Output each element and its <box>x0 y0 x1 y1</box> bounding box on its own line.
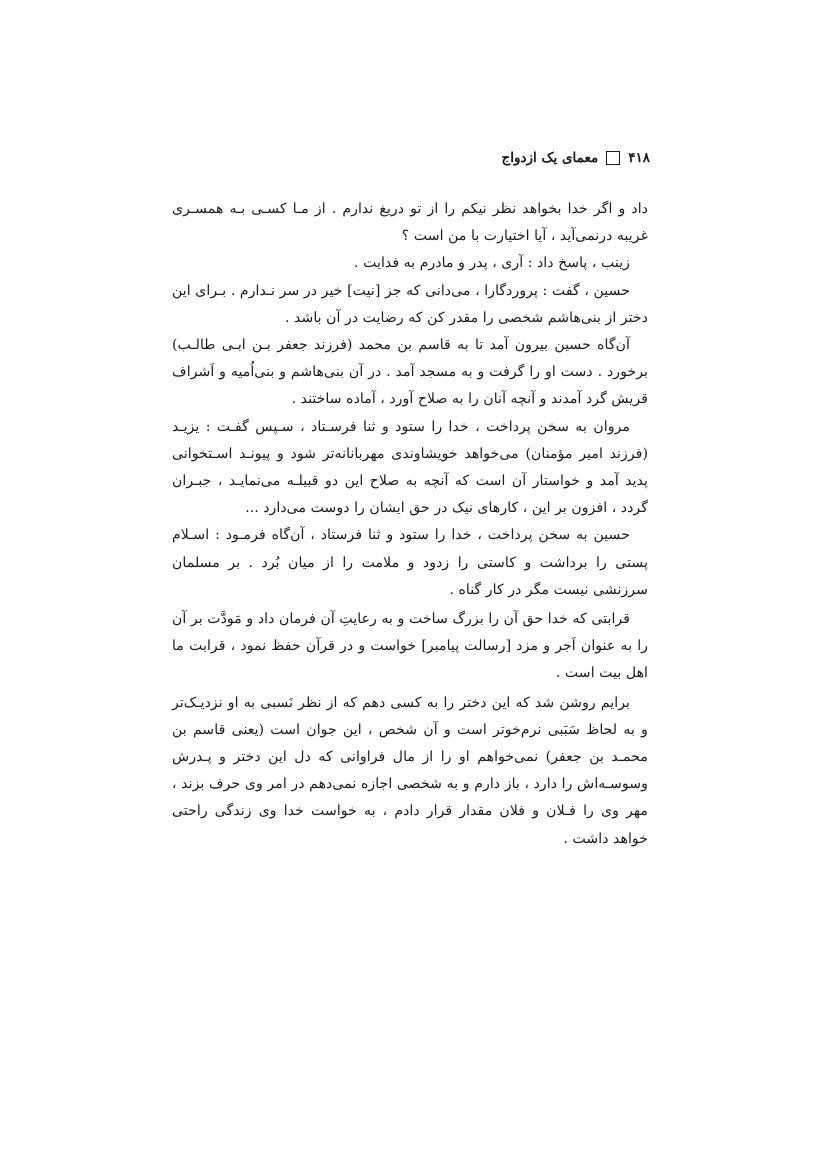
square-ornament-icon <box>606 151 620 165</box>
running-header <box>170 146 650 170</box>
paragraph-5: مروان به سخن پرداخت ، خدا را ستود و ثنا فرسـتاد ، سـپس گفـت : یزیـد (فرزند امیر مؤمنان) می‌خواهد خویشاوندی مهربانانه‌تر شود و پیونـد اسـتخوانی پدید آمد و خواستار آن است که آنچه به صلاح این دو قبیلـه می‌نمایـد ، جبـران گردد ، افزون بر این ، کارهای نیک در حق ایشان را دوست می‌دارد ... <box>172 418 648 517</box>
paragraph-3: حسین ، گفت : پروردگارا ، می‌دانی که جز [نیت] خیر در سر نـدارم . بـرای این دختر از بنی‌هاشم شخصی را مقدر کن که رضایت در آن باشد . <box>172 282 648 326</box>
paragraph-1: داد و اگر خدا بخواهد نظر نیکم را از تو دریغ ندارم . از مـا کسـی بـه همسـری غریبه درنمی‌آید ، آیا اختیارت با من است ؟ <box>172 201 648 245</box>
paragraph-7: قرابتی که خدا حق آن را بزرگ ساخت و به رعایتِ آن فرمان داد و مَودَّت بر آن را به عنوان اَجر و مزد [رسالت پیامبر] خواست و در قرآن حفظ نمود ، قرابت ما اهل بیت است . <box>172 611 648 682</box>
page-body <box>172 196 648 853</box>
paragraph-6: حسین به سخن پرداخت ، خدا را ستود و ثنا فرستاد ، آن‌گاه فرمـود : اسـلام پستی را برداشت و کاستی را زدود و ملامت را از میان بُرد . بر مسلمان سرزنشی نیست مگر در کار گناه . <box>172 527 648 598</box>
book-title: معمای یک ازدواج <box>501 150 599 166</box>
page-number: ۴۱۸ <box>628 150 650 166</box>
paragraph-8: برایم روشن شد که این دختر را به کسی دهم که از نظر نَسبی به او نزدیـک‌تر و به لحاظ سَبَبی نرم‌خوتر است و آن شخص ، این جوان است (یعنی قاسم بن محمـد بن جعفر) نمی‌خواهم او را از مال فراوانی که دل این دختر و پـدرش وسوسـه‌اش را دارد ، باز دارم و به شخصی اجازه نمی‌دهم در امر وی حرف بزند ، مهر وی را فـلان و فلان مقدار قرار دادم ، به خواست خدا وی زندگی راحتی خواهد داشت . <box>172 694 648 847</box>
paragraph-4: آن‌گاه حسین بیرون آمد تا به قاسم بن محمد (فرزند جعفر بـن ابـی طالـب) برخورد . دست او را گرفت و به مسجد آمد . در آن بنی‌هاشم و بنی‌اُمیه و اَشراف قریش گرد آمدند و آنچه آنان را به صلاح آورد ، آماده ساختند . <box>172 337 648 408</box>
paragraph-2: زینب ، پاسخ داد : آری ، پدر و مادرم به فدایت . <box>354 255 630 272</box>
